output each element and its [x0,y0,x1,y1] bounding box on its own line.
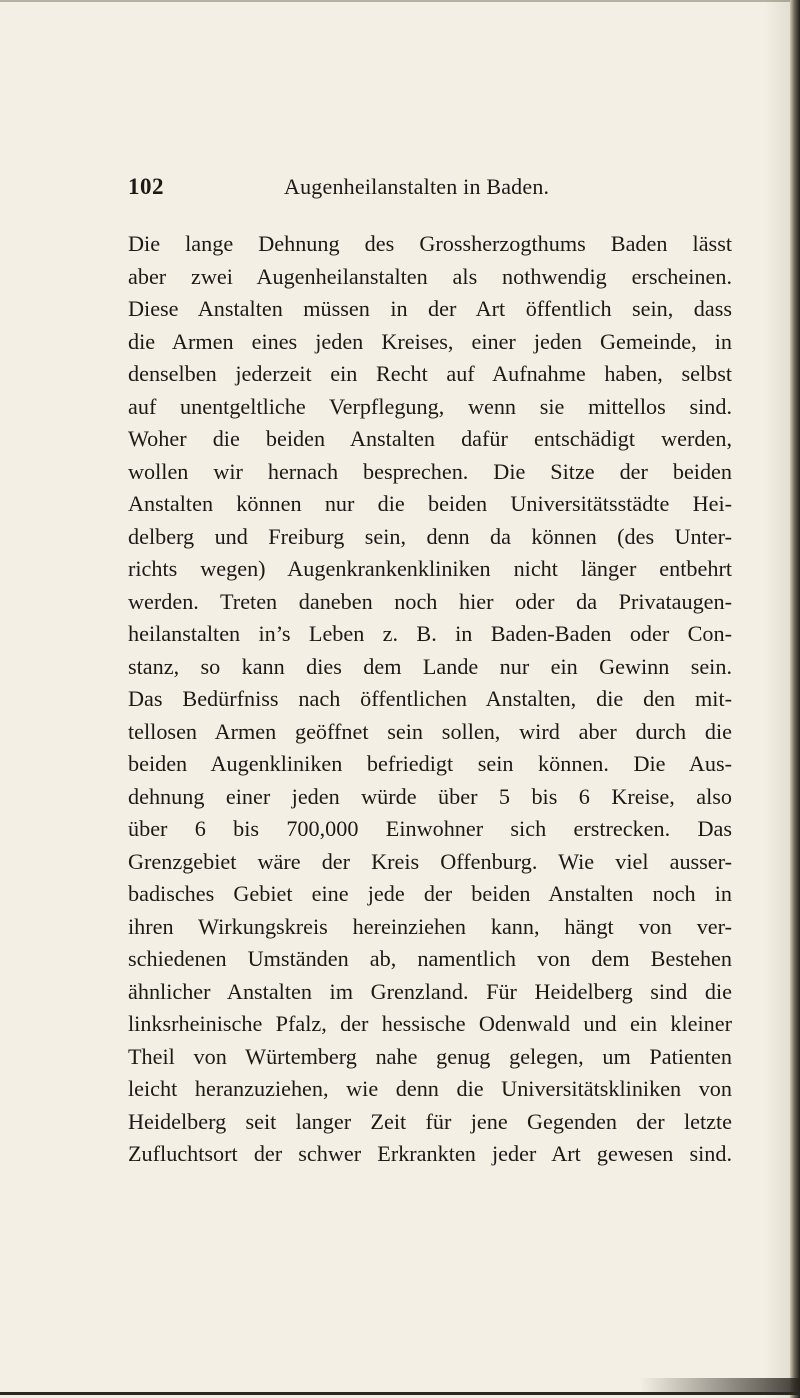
text-line: stanz, so kann dies dem Lande nur ein Gewinn sein. [128,653,732,679]
bottom-edge-rule [0,1392,800,1395]
text-line: Grenzgebiet wäre der Kreis Offenburg. Wie viel ausser- [128,848,732,874]
text-line: aber zwei Augenheilanstalten als nothwendig erscheinen. [128,263,732,289]
text-line: linksrheinische Pfalz, der hessische Odenwald und ein kleiner [128,1011,732,1036]
text-line: Diese Anstalten müssen in der Art öffentlich sein, dass [128,296,732,321]
text-line: badisches Gebiet eine jede der beiden Anstalten noch in [128,881,732,906]
top-edge-rule [0,0,800,2]
text-line: über 6 bis 700,000 Einwohner sich erstrecken. Das [128,816,732,841]
text-line: richts wegen) Augenkrankenkliniken nicht länger entbehrt [128,556,732,581]
text-line: wollen wir hernach besprechen. Die Sitze der beiden [128,458,732,484]
text-line: Theil von Würtemberg nahe genug gelegen, um Patienten [128,1043,732,1069]
text-line: ähnlicher Anstalten im Grenzland. Für Heidelberg sind die [128,978,732,1004]
body-paragraph [128,228,732,1171]
binding-shadow [764,0,790,1398]
book-spine-edge [790,0,800,1398]
text-line: beiden Augenkliniken befriedigt sein können. Die Aus- [128,751,732,776]
text-line: schiedenen Umständen ab, namentlich von dem Bestehen [128,946,732,971]
text-line: auf unentgeltliche Verpflegung, wenn sie mittellos sind. [128,393,732,419]
text-line: Heidelberg seit langer Zeit für jene Gegenden der letzte [128,1108,732,1134]
page-number: 102 [128,174,164,199]
running-title: Augenheilanstalten in Baden. [284,174,550,199]
text-line: Woher die beiden Anstalten dafür entschädigt werden, [128,426,732,451]
text-line: dehnung einer jeden würde über 5 bis 6 Kreise, also [128,783,732,809]
text-line: werden. Treten daneben noch hier oder da Privataugen- [128,588,732,614]
text-line: leicht heranzuziehen, wie denn die Universitätskliniken von [128,1076,732,1101]
text-line: ihren Wirkungskreis hereinziehen kann, hängt von ver- [128,913,732,939]
text-line: tellosen Armen geöffnet sein sollen, wird aber durch die [128,718,732,744]
page-header [128,170,728,206]
text-line: Anstalten können nur die beiden Universitätsstädte Hei- [128,491,732,516]
text-line: Die lange Dehnung des Grossherzogthums Baden lässt [128,231,732,256]
text-line: heilanstalten in’s Leben z. B. in Baden-Baden oder Con- [128,621,732,646]
text-line: Zufluchtsort der schwer Erkrankten jeder Art gewesen sind. [128,1141,732,1166]
text-line: delberg und Freiburg sein, denn da können (des Unter- [128,523,732,549]
text-line: die Armen eines jeden Kreises, einer jeden Gemeinde, in [128,328,732,354]
text-line: denselben jederzeit ein Recht auf Aufnahme haben, selbst [128,361,732,386]
text-line: Das Bedürfniss nach öffentlichen Anstalten, die den mit- [128,686,732,711]
